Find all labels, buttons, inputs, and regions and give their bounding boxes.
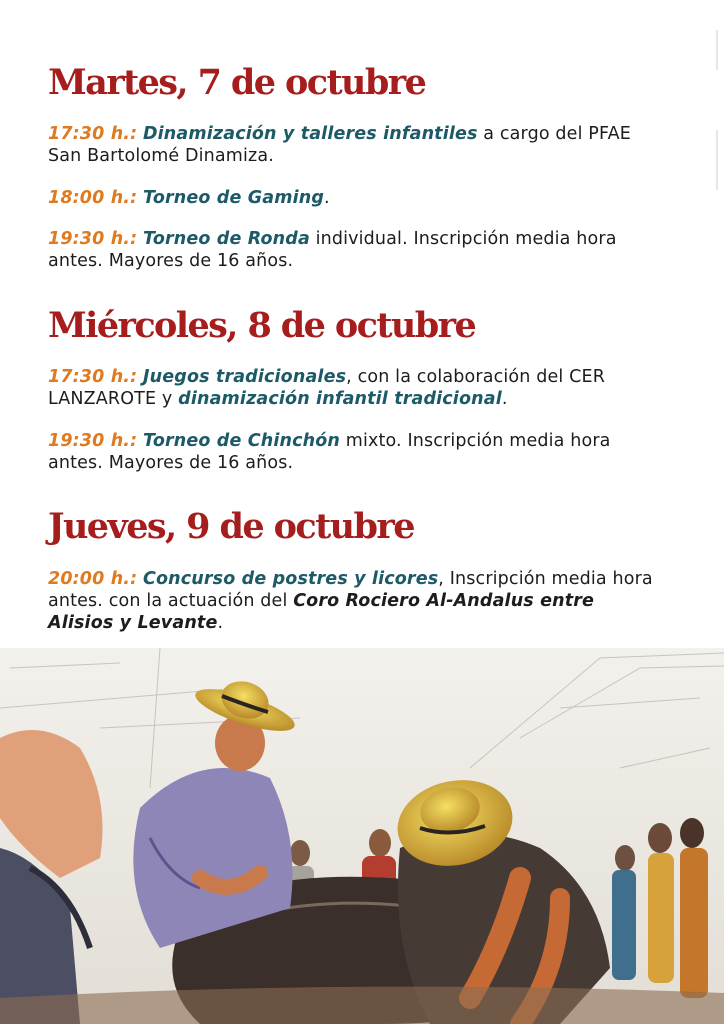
edge-mark	[716, 30, 718, 70]
event-time: 20:00 h.:	[48, 569, 138, 589]
edge-mark	[716, 130, 718, 190]
event-performer: Coro Rociero Al-Andalus entre Alisios y Levante	[48, 591, 595, 633]
event-details: individual. Inscripción media hora antes. Mayores de 16 años.	[48, 229, 617, 271]
event-title: Torneo de Ronda	[142, 229, 310, 249]
event-item	[48, 568, 660, 634]
event-time: 17:30 h.:	[48, 367, 138, 387]
event-details: , Inscripción media hora antes. con la actuación del	[48, 569, 653, 611]
event-item	[48, 366, 660, 410]
day-heading-jueves: Jueves, 9 de octubre	[48, 506, 414, 547]
event-item	[48, 123, 660, 167]
event-details: , con la colaboración del CER LANZAROTE y	[48, 367, 606, 409]
day-heading-martes: Martes, 7 de octubre	[48, 62, 426, 103]
event-title: Juegos tradicionales	[142, 367, 347, 387]
event-details: a cargo del PFAE San Bartolomé Dinamiza.	[48, 124, 631, 166]
event-details: mixto. Inscripción media hora antes. Mayores de 16 años.	[48, 431, 611, 473]
event-item	[48, 430, 660, 474]
festival-illustration	[0, 648, 724, 1024]
event-details-end: .	[501, 389, 508, 409]
event-title-secondary: dinamización infantil tradicional	[178, 389, 502, 409]
event-details-end: .	[217, 613, 224, 633]
event-details: .	[324, 188, 330, 208]
event-time: 19:30 h.:	[48, 431, 138, 451]
event-title: Concurso de postres y licores	[142, 569, 439, 589]
event-time: 18:00 h.:	[48, 188, 138, 208]
event-title: Dinamización y talleres infantiles	[142, 124, 478, 144]
event-title: Torneo de Gaming	[142, 188, 325, 208]
event-item	[48, 228, 660, 272]
event-time: 19:30 h.:	[48, 229, 138, 249]
event-item	[48, 187, 660, 209]
event-time: 17:30 h.:	[48, 124, 138, 144]
event-title: Torneo de Chinchón	[142, 431, 341, 451]
day-heading-miercoles: Miércoles, 8 de octubre	[48, 305, 476, 346]
